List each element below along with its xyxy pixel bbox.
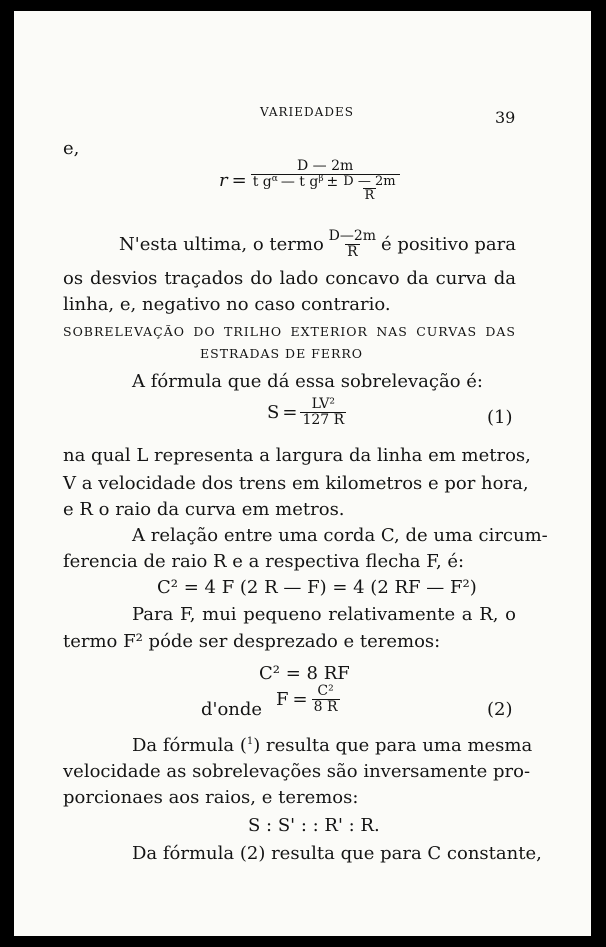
- denominator-alpha: α: [271, 173, 278, 184]
- formula-r-denominator: [251, 174, 400, 203]
- para4-line2: ferencia de raio R e a respectiva flecha F, é:: [63, 551, 465, 572]
- equation-proportion: S : S' : : R' : R.: [248, 815, 380, 836]
- para1-fraction-num: D—2m: [328, 228, 377, 244]
- section-heading-line2: ESTRADAS DE FERRO: [200, 346, 364, 361]
- formula1-eq: =: [282, 401, 298, 423]
- denominator-beta: β: [318, 173, 324, 184]
- para1-line1: [119, 229, 516, 259]
- running-title: VARIEDADES: [260, 105, 354, 119]
- para4-line1: A relação entre uma corda C, de uma circum-: [132, 525, 548, 546]
- formula-r-fraction: [251, 159, 400, 203]
- inner-numerator: D — 2m: [343, 173, 396, 189]
- formula2-fraction: [312, 684, 340, 714]
- para6-line3: porcionaes aos raios, e teremos:: [63, 787, 359, 808]
- formula2-label: (2): [487, 699, 513, 720]
- formula-r-lhs: r: [219, 170, 228, 192]
- section-heading-line1: SOBRELEVAÇÃO DO TRILHO EXTERIOR NAS CURVAS DAS: [63, 324, 516, 339]
- para6-line1: [132, 735, 533, 756]
- para6-text-a: [132, 735, 253, 756]
- formula-r: [219, 159, 400, 203]
- para6-line2: velocidade as sobrelevações são inversamente pro-: [63, 761, 531, 782]
- formula1-den: 127 R: [302, 411, 345, 428]
- formula-r-numerator: D — 2m: [296, 158, 354, 174]
- para1-fraction-den: R: [347, 243, 358, 260]
- para1-text-a: N'esta ultima, o termo: [119, 233, 324, 255]
- formula-1: [267, 397, 346, 427]
- formula2-lhs: F: [276, 688, 289, 710]
- formula-r-eq: =: [231, 170, 247, 192]
- para3-line2: V a velocidade dos trens em kilometros e por hora,: [63, 473, 529, 494]
- para2: A fórmula que dá essa sobrelevação é:: [132, 371, 483, 392]
- formula1-lhs: S: [267, 401, 280, 423]
- formula2-num: C²: [317, 683, 334, 699]
- para1-fraction: [327, 229, 378, 259]
- denominator-tg-b: — t g: [280, 173, 319, 190]
- inner-denominator: R: [364, 188, 375, 204]
- equation-c2: C² = 8 RF: [259, 663, 350, 684]
- para1-text-b: é positivo para: [380, 233, 516, 255]
- para5-line1: Para F, mui pequeno relativamente a R, o: [132, 604, 516, 625]
- intro-text: e,: [63, 138, 80, 159]
- formula2-eq: =: [292, 688, 308, 710]
- formula1-label: (1): [487, 407, 513, 428]
- page-number: 39: [495, 108, 516, 127]
- book-page: [14, 11, 591, 936]
- equation-chord: C² = 4 F (2 R — F) = 4 (2 RF — F²): [157, 577, 477, 598]
- para5-line2: termo F² póde ser desprezado e teremos:: [63, 631, 441, 652]
- formula-2: [276, 684, 340, 714]
- formula2-den: 8 R: [313, 698, 338, 715]
- formula1-num: LV²: [311, 396, 335, 412]
- para6-prefix: Da fórmula (: [132, 735, 247, 756]
- denominator-plus-minus: ±: [326, 173, 339, 190]
- para3-line3: e R o raio da curva em metros.: [63, 499, 345, 520]
- formula2-prefix: d'onde: [201, 699, 263, 720]
- para6-text-b: ) resulta que para uma mesma: [253, 735, 533, 756]
- para1-line2: os desvios traçados do lado concavo da curva da: [63, 268, 516, 289]
- denominator-tg-a: t g: [252, 173, 272, 190]
- para3-line1: na qual L representa a largura da linha em metros,: [63, 445, 531, 466]
- formula1-fraction: [300, 397, 346, 427]
- para7: Da fórmula (2) resulta que para C constante,: [132, 843, 542, 864]
- footnote-mark: 1: [246, 736, 254, 747]
- para1-line3: linha, e, negativo no caso contrario.: [63, 294, 391, 315]
- denominator-inner-fraction: [341, 175, 397, 203]
